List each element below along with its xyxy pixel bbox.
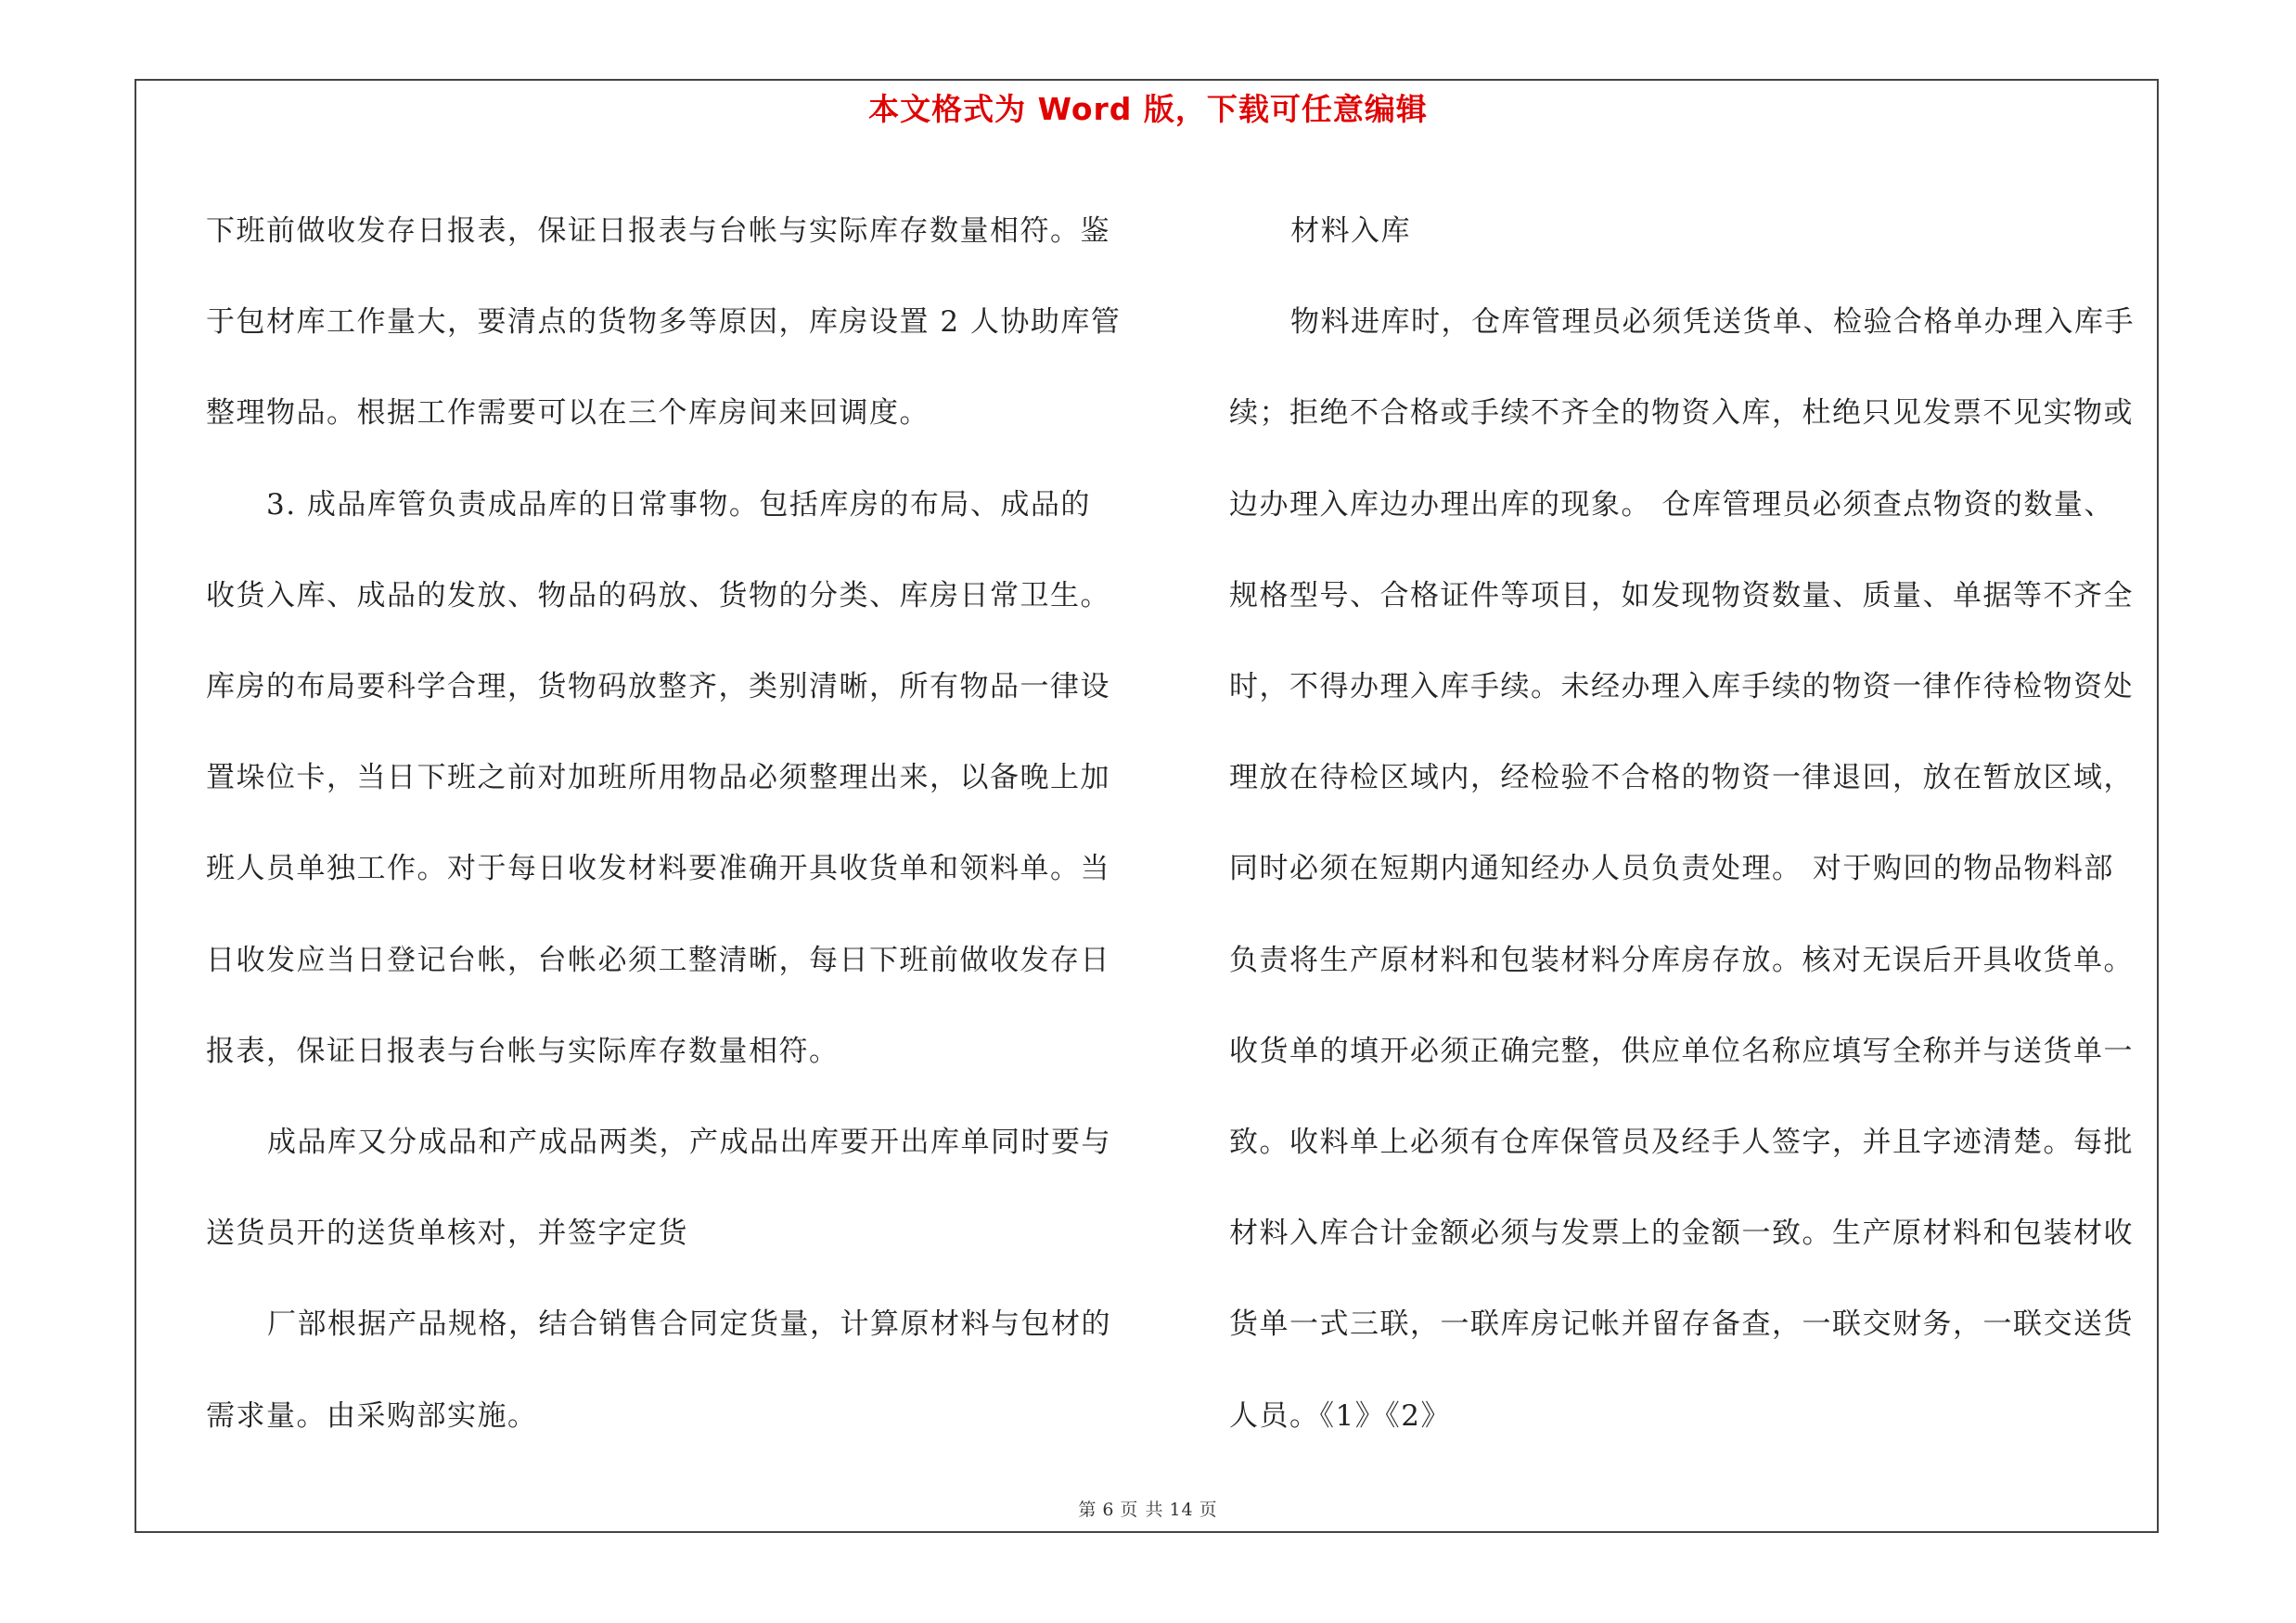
right-line-11: 致。收料单上必须有仓库保管员及经手人签字，并且字迹清楚。每批 [1229, 1126, 2134, 1160]
right-line-5: 规格型号、合格证件等项目，如发现物资数量、质量、单据等不齐全 [1229, 578, 2134, 612]
left-line-3: 整理物品。根据工作需要可以在三个库房间来回调度。 [206, 396, 930, 431]
left-line-9: 日收发应当日登记台帐，台帐必须工整清晰，每日下班前做收发存日 [206, 943, 1110, 977]
right-line-2: 物料进库时，仓库管理员必须凭送货单、检验合格单办理入库手 [1290, 305, 2135, 340]
right-line-13: 货单一式三联，一联库房记帐并留存备查，一联交财务，一联交送货 [1229, 1307, 2134, 1342]
left-line-11: 成品库又分成品和产成品两类，产成品出库要开出库单同时要与 [267, 1126, 1111, 1160]
left-line-7: 置垛位卡，当日下班之前对加班所用物品必须整理出来，以备晚上加 [206, 761, 1110, 795]
right-line-4: 边办理入库边办理出库的现象。 仓库管理员必须查点物资的数量、 [1229, 487, 2114, 522]
footer-suffix: 页 [1199, 1500, 1218, 1520]
left-line-6: 库房的布局要科学合理，货物码放整齐，类别清晰，所有物品一律设 [206, 670, 1110, 704]
page-number: 6 [1102, 1500, 1115, 1520]
left-column [206, 186, 1143, 1462]
left-line-13: 厂部根据产品规格，结合销售合同定货量，计算原材料与包材的 [267, 1307, 1111, 1342]
right-line-3: 续；拒绝不合格或手续不齐全的物资入库，杜绝只见发票不见实物或 [1229, 396, 2134, 431]
right-line-14: 人员。《1》《2》 [1229, 1398, 1451, 1433]
right-line-6: 时，不得办理入库手续。未经办理入库手续的物资一律作待检物资处 [1229, 670, 2134, 704]
right-line-12: 材料入库合计金额必须与发票上的金额一致。生产原材料和包装材收 [1229, 1217, 2134, 1251]
right-line-7: 理放在待检区域内，经检验不合格的物资一律退回，放在暂放区域， [1229, 761, 2134, 795]
total-pages: 14 [1169, 1500, 1194, 1520]
left-line-1: 下班前做收发存日报表，保证日报表与台帐与实际库存数量相符。鉴 [206, 214, 1110, 248]
right-line-9: 负责将生产原材料和包装材料分库房存放。核对无误后开具收货单。 [1229, 943, 2134, 977]
page-footer [0, 1496, 2296, 1521]
right-column [1229, 186, 2175, 1462]
left-line-8: 班人员单独工作。对于每日收发材料要准确开具收货单和领料单。当 [206, 852, 1110, 886]
left-line-12: 送货员开的送货单核对，并签字定货 [206, 1217, 688, 1251]
right-line-8: 同时必须在短期内通知经办人员负责处理。 对于购回的物品物料部 [1229, 852, 2114, 886]
left-line-5: 收货入库、成品的发放、物品的码放、货物的分类、库房日常卫生。 [206, 578, 1110, 612]
footer-prefix: 第 [1078, 1500, 1097, 1520]
left-line-14: 需求量。由采购部实施。 [206, 1398, 538, 1433]
left-line-10: 报表，保证日报表与台帐与实际库存数量相符。 [206, 1034, 840, 1068]
right-line-10: 收货单的填开必须正确完整，供应单位名称应填写全称并与送货单一 [1229, 1034, 2134, 1068]
footer-middle: 页 共 [1120, 1500, 1164, 1520]
format-banner: 本文格式为 Word 版，下载可任意编辑 [868, 91, 1428, 127]
right-heading: 材料入库 [1290, 214, 1411, 248]
left-line-2: 于包材库工作量大，要清点的货物多等原因，库房设置 2 人协助库管 [206, 305, 1122, 340]
left-line-4: 3. 成品库管负责成品库的日常事物。包括库房的布局、成品的 [266, 487, 1091, 522]
